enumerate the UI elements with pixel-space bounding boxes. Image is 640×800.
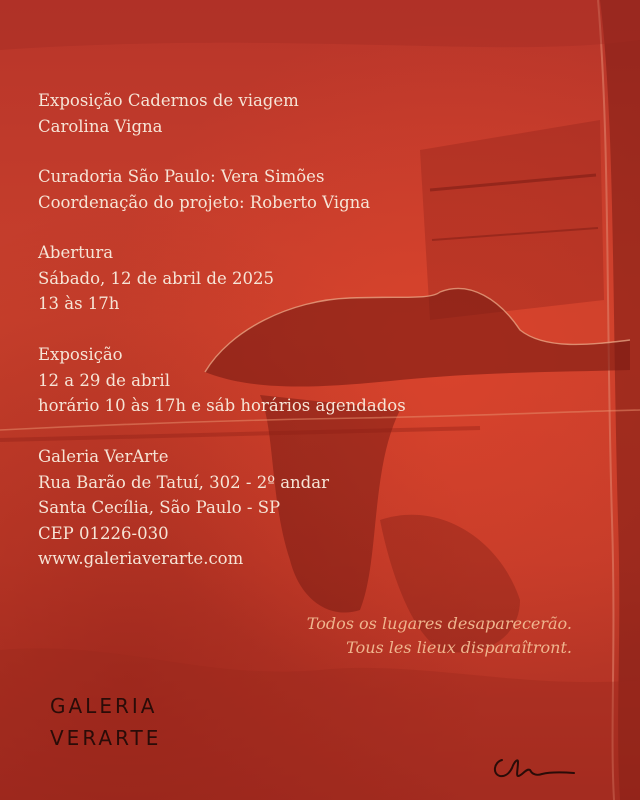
credits-block: [38, 164, 370, 215]
venue-city: Santa Cecília, São Paulo - SP: [38, 498, 281, 517]
opening-heading: Abertura: [38, 243, 114, 262]
curator-line: Curadoria São Paulo: Vera Simões: [38, 167, 325, 186]
logo-line-1: GALERIA: [50, 694, 158, 718]
venue-website-link[interactable]: www.galeriaverarte.com: [38, 549, 244, 568]
exhibition-title: Exposição Cadernos de viagem: [38, 91, 299, 110]
exhibition-hours: horário 10 às 17h e sáb horários agendados: [38, 396, 406, 415]
opening-date: Sábado, 12 de abril de 2025: [38, 268, 274, 288]
opening-block: [38, 240, 274, 317]
quote-block: [307, 612, 572, 660]
title-block: [38, 88, 299, 139]
exhibition-block: [38, 342, 406, 419]
venue-cep: CEP 01226-030: [38, 523, 169, 543]
logo-line-2: VERARTE: [50, 726, 162, 750]
venue-street: Rua Barão de Tatuí, 302 - 2º andar: [38, 472, 329, 492]
venue-name: Galeria VerArte: [38, 447, 169, 466]
venue-block: [38, 444, 329, 572]
opening-time: 13 às 17h: [38, 294, 120, 313]
quote-portuguese: Todos os lugares desaparecerão.: [306, 614, 572, 633]
exhibition-heading: Exposição: [38, 345, 123, 364]
quote-french: Tous les lieux disparaîtront.: [346, 638, 572, 657]
artist-signature: [488, 748, 578, 788]
gallery-logo: [50, 690, 162, 754]
artist-name: Carolina Vigna: [38, 116, 163, 136]
coordination-line: Coordenação do projeto: Roberto Vigna: [38, 192, 371, 212]
exhibition-dates: 12 a 29 de abril: [38, 370, 170, 390]
